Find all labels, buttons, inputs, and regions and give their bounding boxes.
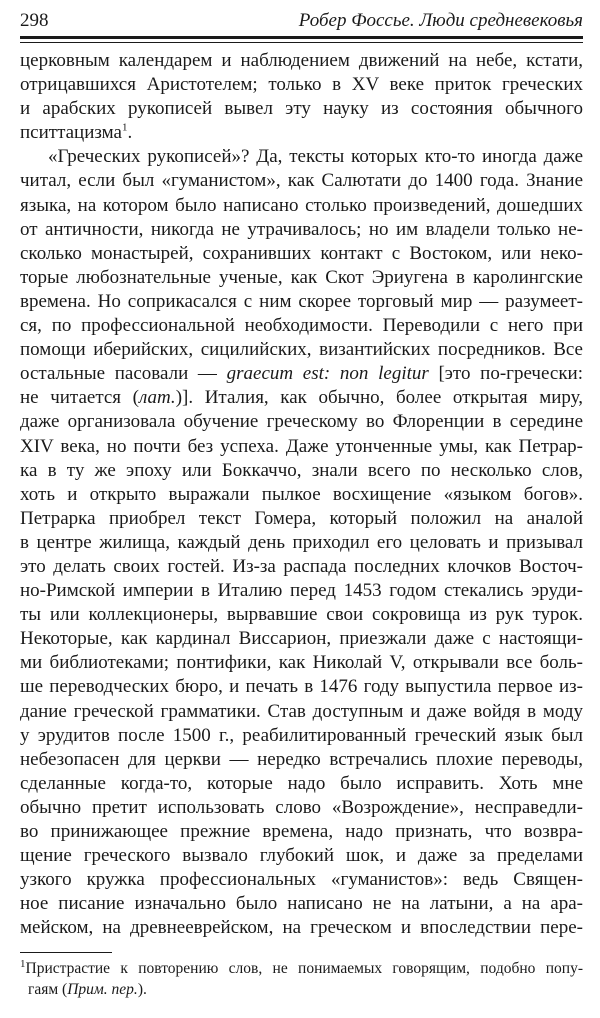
text-line: [20, 651, 583, 675]
text-segment: щение греческого вызвало глубокий шок, и даже за пределами: [20, 845, 583, 867]
text-segment: помощи иберийских, сицилийских, византийских посредников. Все: [20, 339, 583, 361]
text-segment: Некоторые, как кардинал Виссарион, приезжали даже с настоящи-: [20, 628, 583, 650]
footnote-text: гаям (: [28, 981, 68, 998]
text-segment: .: [127, 122, 133, 144]
text-segment: узкого кружка профессиональных «гуманистов»: ведь Священ-: [20, 869, 583, 891]
text-line: [20, 531, 583, 555]
text-line: [20, 555, 583, 579]
text-line: [20, 386, 583, 410]
text-segment: ка в ту же эпоху или Боккаччо, знали всего по несколько слов,: [20, 459, 583, 481]
text-line: [20, 820, 583, 844]
text-segment: в центре жилища, каждый день приходил его целовать и призывал: [20, 531, 583, 553]
text-line: [20, 579, 583, 603]
text-line: [20, 194, 583, 218]
footnote-marker: 1: [20, 957, 26, 970]
text-line: [20, 748, 583, 772]
text-segment: ми библиотеками; понтифики, как Николай V, открывали все боль-: [20, 652, 583, 674]
text-line: [20, 97, 583, 121]
text-line: [20, 483, 583, 507]
header-rule-thin: [20, 42, 583, 43]
footnote-line: [20, 958, 583, 979]
running-title: Робер Фоссье. Люди средневековья: [298, 10, 583, 31]
text-line: [20, 290, 583, 314]
text-line: [20, 73, 583, 97]
text-line: [20, 868, 583, 892]
text-segment: читал, если был «гуманистом», как Салютати до 1400 года. Знание: [20, 170, 583, 192]
text-line: [20, 218, 583, 242]
text-line: [20, 507, 583, 531]
text-segment: но-Римской империи в Италию перед 1453 годом стекались эруди-: [20, 580, 583, 602]
text-line: [20, 242, 583, 266]
text-segment: и арабских рукописей вывел эту науку из состояния обычного: [20, 98, 583, 120]
text-segment: ше переводческих бюро, и печать в 1476 году выпустила первое из-: [20, 676, 583, 698]
text-line: [20, 916, 583, 940]
text-line: [20, 266, 583, 290]
text-line: [20, 772, 583, 796]
text-line: [20, 49, 583, 73]
text-line: [20, 675, 583, 699]
text-segment: даже организовала обучение греческому во Флоренции в середине: [20, 411, 583, 433]
text-segment: остальные пасовали —: [20, 363, 227, 385]
text-segment: ся, по профессиональной необходимости. Переводили с него при: [20, 315, 583, 337]
text-line: [20, 796, 583, 820]
text-line: [20, 700, 583, 724]
text-segment: XIV века, но почти без успеха. Даже утонченные умы, как Петрар-: [20, 435, 583, 457]
text-line: [20, 892, 583, 916]
footnote: [20, 958, 583, 1000]
header-rule-thick: [20, 36, 583, 39]
text-segment: ты или коллекционеры, вырвавшие свои сокровища из рук турок.: [20, 604, 583, 626]
footnote-italic: Прим. пер.: [67, 981, 138, 998]
text-line: [20, 121, 583, 145]
footnote-text: Пристрастие к повторению слов, не понимаемых говорящим, подобно попу-: [25, 960, 583, 977]
text-segment: ное писание изначально было написано не на латыни, а на ара-: [20, 893, 583, 915]
text-line: [20, 724, 583, 748]
text-segment: )]. Италия, как обычно, более открытая миру,: [175, 387, 583, 409]
text-segment: языка, на котором было написано столько произведений, дошедших: [20, 194, 583, 216]
text-segment: хоть и открыто выражали пылкое восхищение «языком богов».: [20, 483, 583, 505]
text-segment: отрицавшихся Аристотелем; только в XV веке приток греческих: [20, 74, 583, 96]
text-line: [20, 362, 583, 386]
text-segment: Петрарка приобрел текст Гомера, который положил на аналой: [20, 507, 583, 529]
text-line: [20, 844, 583, 868]
text-segment: пситтацизма: [20, 122, 122, 144]
page-number: 298: [20, 10, 49, 31]
italic-text: лат.: [138, 387, 176, 409]
text-segment: от античности, никогда не утрачивалось; но им владели только не-: [20, 218, 583, 240]
text-line: [20, 603, 583, 627]
footnote-reference: 1: [121, 121, 128, 134]
running-header: [20, 8, 583, 34]
text-line: [20, 169, 583, 193]
text-segment: у эрудитов после 1500 г., реабилитированный греческий язык был: [20, 724, 583, 746]
italic-text: graecum est: non legitur: [226, 363, 429, 385]
text-line: [20, 410, 583, 434]
text-line: [20, 314, 583, 338]
text-segment: обычно претит использовать слово «Возрождение», несправедли-: [20, 796, 583, 818]
text-segment: во принижающее прежние времена, надо признать, что возвра-: [20, 821, 583, 842]
text-segment: церковным календарем и наблюдением движений на небе, кстати,: [20, 50, 583, 71]
body-text: [20, 49, 583, 940]
text-segment: дание греческой грамматики. Став доступным и даже войдя в моду: [20, 700, 583, 722]
text-segment: это делать своих гостей. Из-за распада последних клочков Восточ-: [20, 555, 583, 577]
text-line: [20, 435, 583, 459]
text-segment: торые любознательные ученые, как Скот Эриугена в каролингские: [20, 266, 583, 288]
text-segment: небезопасен для церкви — нередко встречались плохие переводы,: [20, 748, 583, 770]
text-segment: времена. Но соприкасался с ним скорее торговый мир — разумеет-: [20, 290, 583, 312]
text-segment: [это по-гречески:: [428, 363, 583, 385]
text-line: [20, 459, 583, 483]
text-segment: не читается (: [20, 387, 139, 409]
text-segment: сделанные когда-то, которые надо было исправить. Хоть мне: [20, 772, 583, 794]
text-line: [20, 145, 583, 169]
footnote-text: ).: [137, 981, 147, 998]
text-segment: сколько монастырей, сохранивших контакт с Востоком, или неко-: [20, 242, 583, 264]
footnote-line: [20, 979, 583, 1000]
text-line: [20, 338, 583, 362]
text-line: [20, 627, 583, 651]
text-segment: «Греческих рукописей»? Да, тексты которых кто-то иногда даже: [48, 146, 583, 168]
text-segment: мейском, на древнееврейском, на греческом и впоследствии пере-: [20, 917, 583, 939]
footnote-rule: [20, 952, 112, 953]
